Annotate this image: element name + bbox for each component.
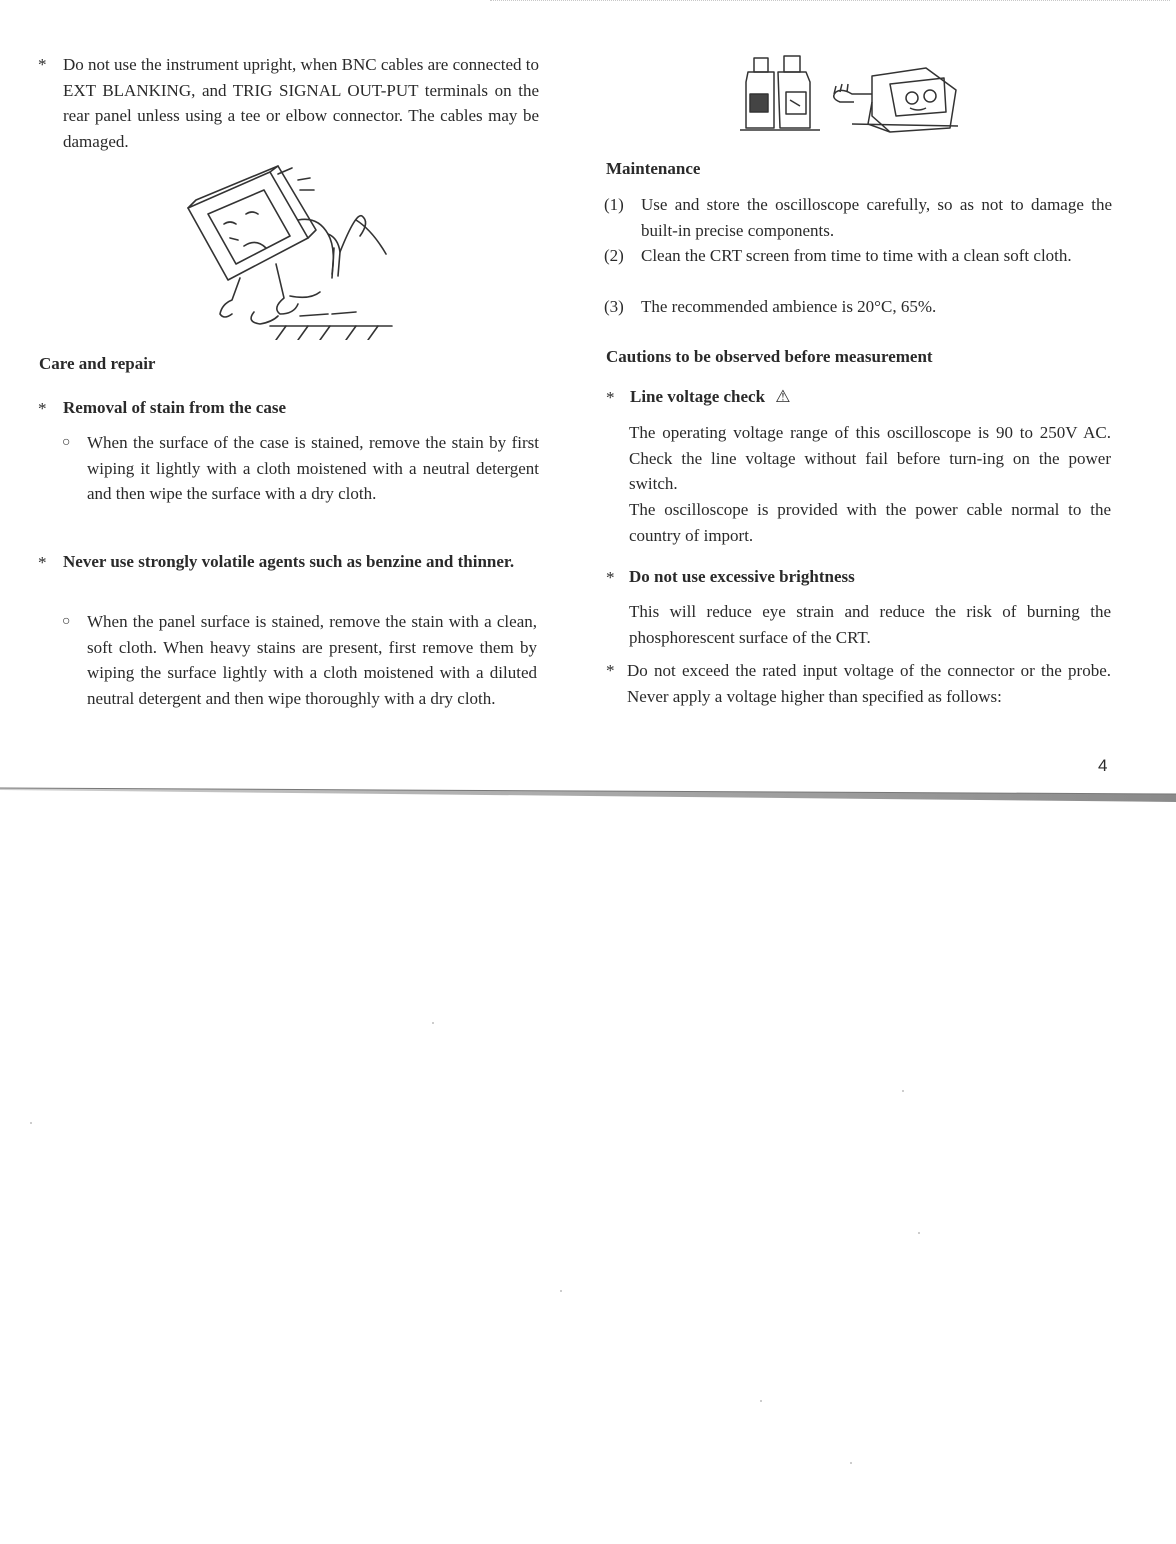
maintenance-num-2: (2) <box>604 246 624 265</box>
item2-marker: * <box>38 553 47 572</box>
scan-speck <box>850 1462 852 1464</box>
maintenance-item-1: Use and store the oscilloscope carefully, so as not to damage the built-in precise components. <box>641 195 1112 240</box>
top-edge-dots <box>490 0 1170 3</box>
item2-sub-marker: ○ <box>62 614 71 629</box>
maintenance-num-3: (3) <box>604 297 624 316</box>
scan-speck <box>902 1090 904 1092</box>
page-number: 4 <box>1098 756 1108 775</box>
stain-removal-title: Removal of stain from the case <box>63 398 287 417</box>
stain-removal-text: When the surface of the case is stained, remove the stain by first wiping it lightly with a cloth moistened with a neutral detergent and then wipe the surface with a dry cloth. <box>87 433 539 503</box>
scan-speck <box>432 1022 434 1024</box>
item1-sub-marker: ○ <box>62 435 71 450</box>
exceed-marker: * <box>606 661 615 680</box>
bottles-and-rejecting-instrument-icon <box>740 54 966 134</box>
scan-speck <box>918 1232 920 1234</box>
brightness-marker: * <box>606 568 615 587</box>
scan-speck <box>560 1290 562 1292</box>
maintenance-item-3: The recommended ambience is 20°C, 65%. <box>641 297 937 316</box>
maintenance-heading: Maintenance <box>606 159 701 178</box>
maintenance-num-1: (1) <box>604 195 624 214</box>
exceed-voltage-text: Do not exceed the rated input voltage of the connector or the probe. Never apply a voltage higher than specified as follows: <box>627 661 1111 706</box>
scan-speck <box>30 1122 32 1124</box>
maintenance-item-2: Clean the CRT screen from time to time with a clean soft cloth. <box>641 246 1072 265</box>
warning-triangle-icon: ⚠ <box>775 387 791 406</box>
warning-marker: * <box>38 55 47 74</box>
volatile-agents-title: Never use strongly volatile agents such as benzine and thinner. <box>63 552 515 571</box>
upright-warning-text: Do not use the instrument upright, when BNC cables are connected to EXT BLANKING, and TRIG SIGNAL OUT-PUT terminals on the rear panel unless using a tee or elbow connector. The cables may be damaged. <box>63 55 539 151</box>
line-voltage-title-text: Line voltage check <box>630 387 766 406</box>
line-voltage-para2: The oscilloscope is provided with the power cable normal to the country of import. <box>629 500 1111 545</box>
brightness-text: This will reduce eye strain and reduce the risk of burning the phosphorescent surface of the CRT. <box>629 602 1111 647</box>
item1-marker: * <box>38 399 47 418</box>
scan-speck <box>760 1400 762 1402</box>
worried-instrument-cartoon-icon <box>180 160 400 340</box>
care-and-repair-heading: Care and repair <box>39 354 156 373</box>
line-voltage-title <box>630 385 791 409</box>
volatile-agents-text: When the panel surface is stained, remove the stain with a clean, soft cloth. When heavy stains are present, first remove them by wiping the surface lightly with a cloth moistened with a diluted neutral detergent and then wipe thoroughly with a dry cloth. <box>87 612 537 708</box>
cautions-heading: Cautions to be observed before measurement <box>606 347 933 366</box>
line-voltage-para1: The operating voltage range of this oscilloscope is 90 to 250V AC. Check the line voltage without fail before turn-ing on the power switch. <box>629 423 1111 493</box>
line-voltage-marker: * <box>606 388 615 407</box>
brightness-title: Do not use excessive brightness <box>629 567 855 586</box>
bottom-scan-edge <box>0 786 1176 804</box>
